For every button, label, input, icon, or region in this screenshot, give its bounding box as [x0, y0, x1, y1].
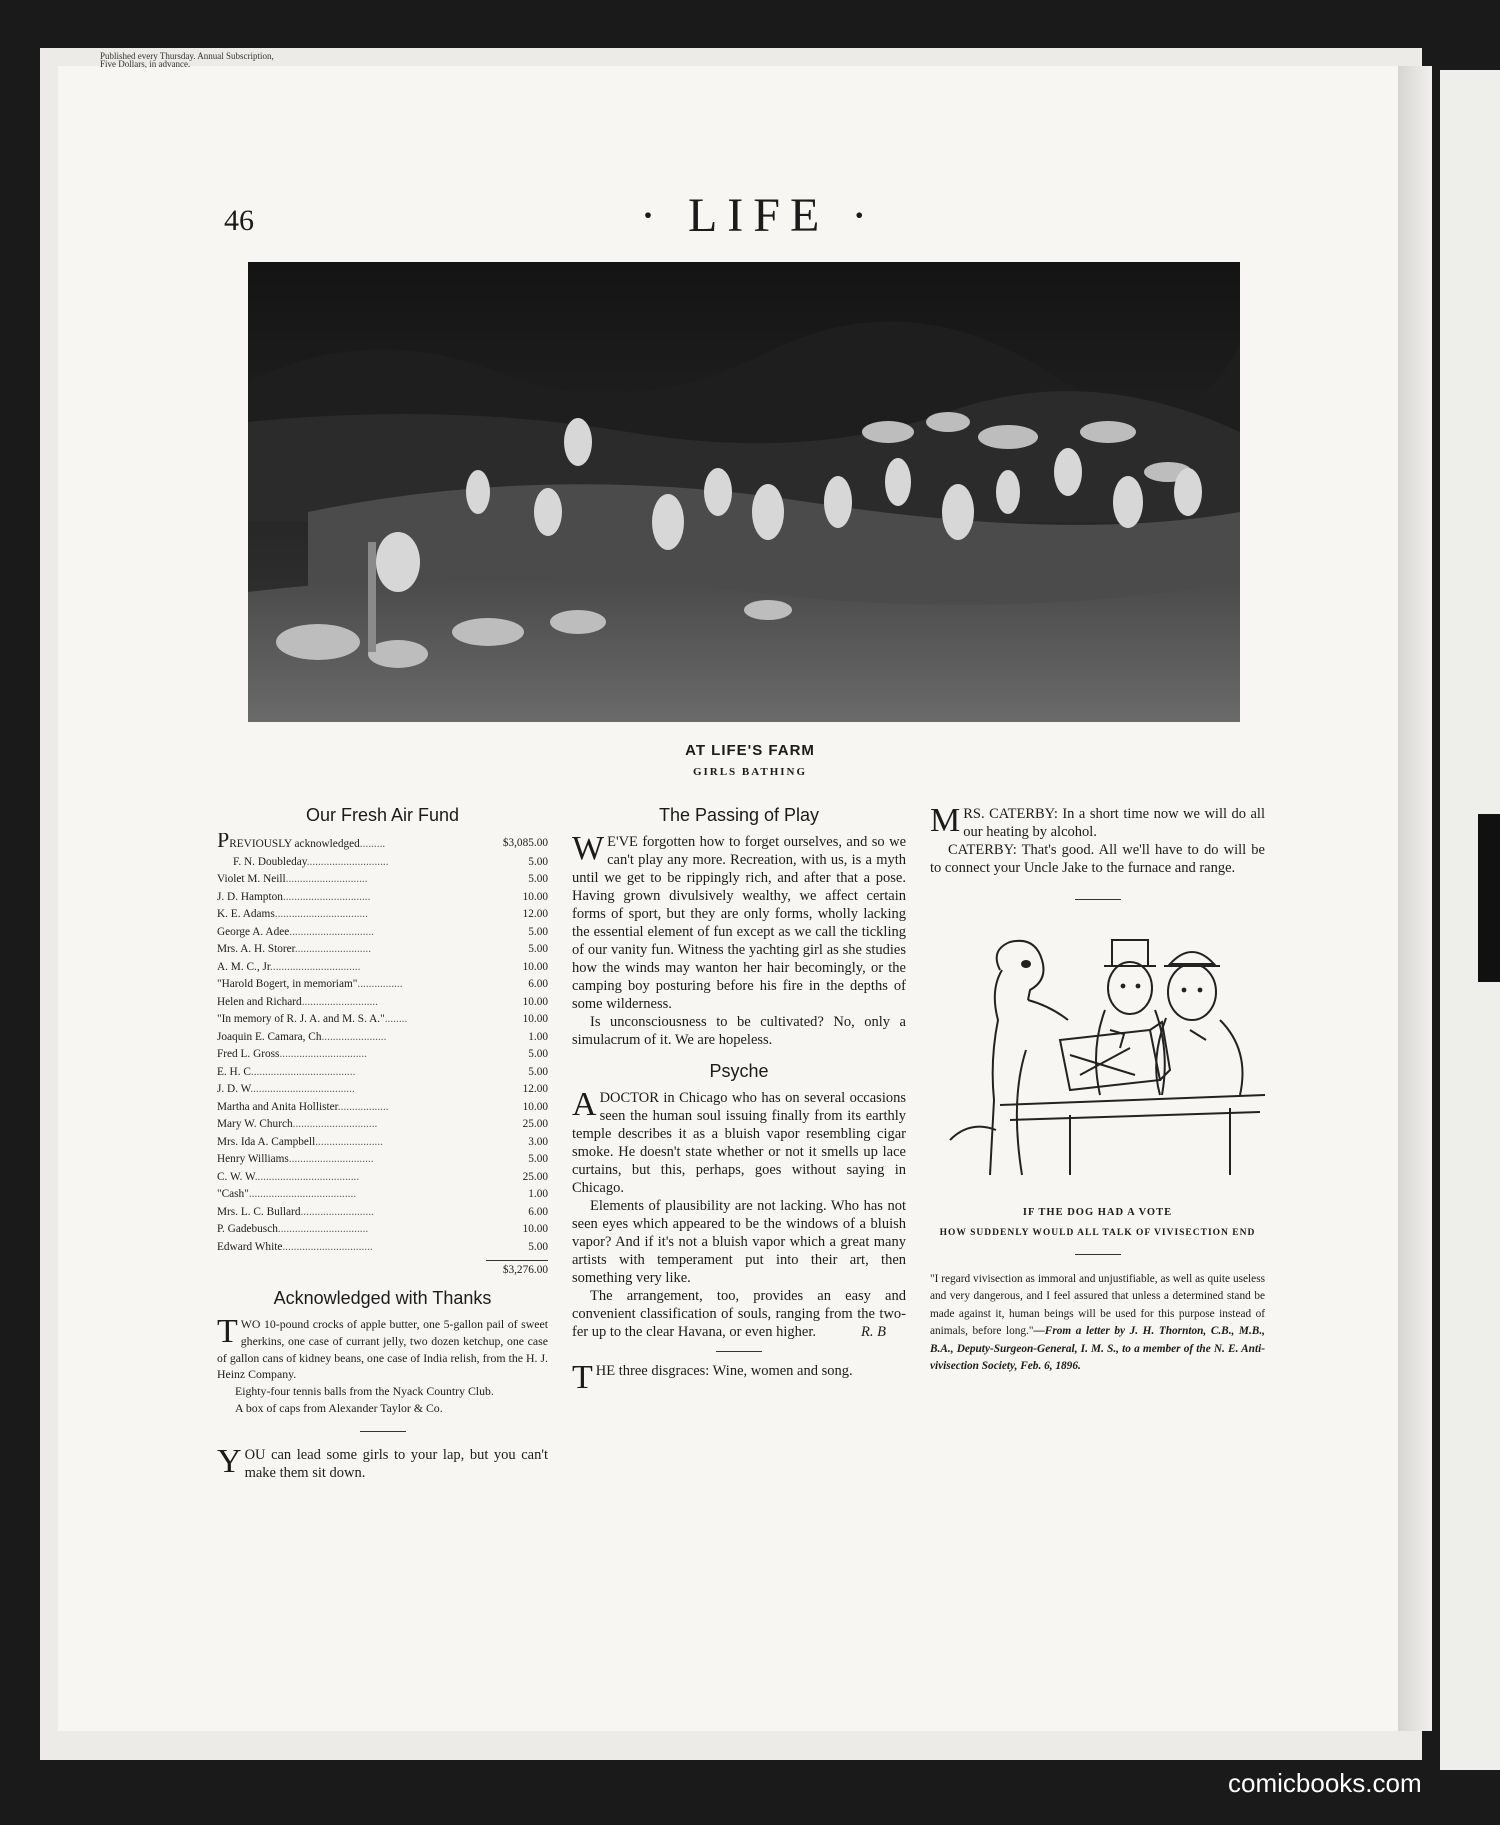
caterby-para-2: CATERBY: That's good. All we'll have to do will be to connect your Uncle Jake to the furnace and range.	[930, 842, 1265, 876]
fund-donor-name: F. N. Doubleday	[233, 855, 307, 868]
vivisection-attribution: —From a letter by J. H. Thornton, C.B., M.B., B.A., Deputy-Surgeon-General, I. M. S., to a member of the N. E. Anti-vivisection Society, Feb. 6, 1896.	[930, 1325, 1265, 1373]
leader-dots: ........................	[315, 1135, 383, 1148]
acknowledged-para-2: Eighty-four tennis balls from the Nyack Country Club.	[235, 1384, 494, 1399]
fund-row	[217, 1151, 548, 1169]
section-rule-mid	[716, 1351, 762, 1352]
fund-donor-name: Fred L. Gross	[217, 1048, 280, 1060]
fund-donor-name: P. Gadebusch	[217, 1223, 278, 1235]
fund-donor-amount: 3.00	[528, 1135, 548, 1148]
leader-dots: .........	[359, 838, 386, 850]
leader-dots: .................................	[274, 908, 368, 920]
leader-dots: .....................................	[250, 1065, 356, 1078]
leader-dots: .......................	[321, 1030, 387, 1043]
leader-dots: ......................................	[248, 1188, 357, 1200]
fund-row	[217, 854, 548, 872]
left-column	[217, 805, 548, 1482]
leader-dots: ..........................	[300, 1205, 374, 1218]
fund-row	[217, 1186, 548, 1204]
fund-row	[217, 924, 548, 942]
leader-dots: ..............................	[292, 1118, 378, 1130]
section-rule-quote	[1075, 1254, 1121, 1255]
leader-dots: .....................................	[254, 1170, 360, 1183]
photo-caption-title: AT LIFE'S FARM	[685, 742, 815, 759]
fund-donor-amount: 10.00	[522, 960, 548, 973]
fund-donor-amount: 5.00	[528, 1153, 548, 1165]
fund-row	[217, 959, 548, 977]
passing-of-play-heading: The Passing of Play	[658, 805, 820, 825]
fund-donor-amount: 6.00	[528, 978, 548, 990]
illustration-subcaption: HOW SUDDENLY WOULD ALL TALK OF VIVISECTION END	[939, 1228, 1256, 1238]
fund-donor-name: "Harold Bogert, in memoriam"	[217, 978, 358, 990]
drop-cap-a: A	[572, 1086, 597, 1123]
page-gutter	[1398, 66, 1432, 1731]
you-can-lead-para	[217, 1442, 548, 1482]
leader-dots: .....................................	[250, 1083, 355, 1095]
fund-drop-initial: P	[217, 833, 230, 852]
fund-donor-amount: 5.00	[528, 925, 548, 938]
fund-row	[217, 994, 548, 1012]
leader-dots: ..............................	[288, 1153, 374, 1165]
fresh-air-fund-heading: Our Fresh Air Fund	[305, 805, 460, 825]
fund-donor-name: Violet M. Neill	[217, 873, 286, 885]
fund-row	[217, 1204, 548, 1222]
fund-row	[217, 1134, 548, 1152]
fund-donor-amount: 5.00	[528, 1065, 548, 1078]
fund-donor-amount: 25.00	[522, 1170, 548, 1183]
leader-dots: ................	[357, 978, 403, 990]
three-disgraces-text: HE three disgraces: Wine, women and song.	[595, 1363, 853, 1379]
fund-donor-name: Joaquin E. Camara, Ch	[217, 1030, 322, 1043]
fund-donor-amount: 10.00	[522, 1013, 548, 1025]
fund-first-amount: $3,085.00	[502, 836, 548, 849]
fund-row	[217, 871, 548, 889]
total-rule	[486, 1260, 548, 1261]
fund-first-name: REVIOUSLY acknowledged	[229, 838, 360, 850]
fund-row	[217, 941, 548, 959]
subscription-strip	[100, 52, 350, 68]
fresh-air-fund-list	[217, 833, 548, 1256]
fund-donor-name: Henry Williams	[217, 1153, 289, 1165]
drop-cap-m: M	[930, 802, 961, 839]
next-page-mark	[1478, 814, 1500, 982]
acknowledged-text-1: WO 10-pound crocks of apple butter, one 5-gallon pail of sweet gherkins, one case of currant jelly, two dozen ketchup, one case of gallon cans of kidney beans, one case of India relish, from the H. J. Heinz Company.	[217, 1317, 548, 1382]
leader-dots: ...............................	[282, 890, 371, 903]
fund-donor-amount: 10.00	[522, 1223, 548, 1235]
fund-donor-amount: 6.00	[528, 1205, 548, 1218]
acknowledged-para-1	[217, 1313, 548, 1383]
masthead: · LIFE ·	[640, 189, 878, 242]
fund-donor-name: E. H. C	[217, 1065, 251, 1078]
psyche-para-1	[572, 1086, 906, 1197]
fund-donor-name: Mrs. Ida A. Campbell	[217, 1135, 316, 1148]
fund-row	[217, 1064, 548, 1082]
three-disgraces-para	[572, 1359, 906, 1396]
passing-para-1	[572, 830, 906, 1013]
drop-cap-t2: T	[572, 1359, 593, 1396]
fund-donor-name: Mrs. A. H. Storer	[217, 943, 295, 955]
caterby-para-1	[930, 802, 1265, 841]
fund-donor-amount: 10.00	[522, 890, 548, 903]
fund-donor-name: J. D. W	[217, 1083, 251, 1095]
girls-bathing-photo	[248, 262, 1240, 722]
fund-donor-amount: 25.00	[522, 1118, 548, 1130]
fund-row	[217, 1169, 548, 1187]
leader-dots: ..............................	[289, 925, 374, 938]
fund-row	[217, 1046, 548, 1064]
acknowledged-heading: Acknowledged with Thanks	[273, 1288, 492, 1308]
fund-donor-name: George A. Adee	[217, 925, 290, 938]
fund-total: $3,276.00	[502, 1264, 548, 1276]
strip-line-1: Published every Thursday. Annual Subscription,	[100, 52, 274, 61]
fund-donor-amount: 5.00	[528, 1048, 548, 1060]
photo-caption-subtitle: GIRLS BATHING	[692, 766, 808, 778]
fund-donor-amount: 5.00	[528, 855, 548, 868]
leader-dots: ...........................	[294, 943, 372, 955]
caterby-text-1: RS. CATERBY: In a short time now we will do all our heating by alcohol.	[963, 806, 1265, 840]
fund-donor-amount: 5.00	[528, 873, 548, 885]
fund-donor-amount: 5.00	[528, 1240, 548, 1253]
leader-dots: ...............................	[279, 1048, 368, 1060]
fund-donor-name: "Cash"	[217, 1188, 249, 1200]
fund-donor-name: Mary W. Church	[217, 1118, 293, 1130]
leader-dots: ................................	[277, 1223, 369, 1235]
fund-donor-name: J. D. Hampton	[217, 890, 283, 903]
illustration-caption: IF THE DOG HAD A VOTE	[1022, 1207, 1173, 1218]
fund-row	[217, 1081, 548, 1099]
fund-donor-name: K. E. Adams	[217, 908, 275, 920]
fund-row	[217, 1029, 548, 1047]
fund-row	[217, 1099, 548, 1117]
drop-cap-y: Y	[217, 1442, 242, 1480]
acknowledged-para-3: A box of caps from Alexander Taylor & Co.	[235, 1400, 443, 1415]
leader-dots: .............................	[306, 855, 389, 868]
psyche-para-3	[572, 1287, 906, 1341]
fund-row	[217, 1116, 548, 1134]
dog-vote-illustration	[930, 930, 1265, 1185]
fund-donor-amount: 12.00	[522, 1083, 548, 1095]
drop-cap-w: W	[572, 830, 605, 867]
leader-dots: ...........................	[301, 995, 378, 1008]
fund-donor-amount: 1.00	[528, 1030, 548, 1043]
fund-donor-name: Edward White	[217, 1240, 283, 1253]
psyche-para-2: Elements of plausibility are not lacking. Who has not seen eyes which appeared to be the windows of a bluish vapor? And if it's not a bluish vapor which a great many artists with temperament put into their art, then something very like.	[572, 1198, 906, 1286]
right-column	[930, 802, 1265, 1375]
you-can-lead-text: OU can lead some girls to your lap, but you can't make them sit down.	[244, 1446, 548, 1481]
strip-line-2: Five Dollars, in advance.	[100, 59, 191, 68]
farm-photo	[248, 262, 1240, 722]
leader-dots: ........	[384, 1013, 408, 1025]
fund-donor-name: Martha and Anita Hollister	[217, 1100, 338, 1113]
vivisection-quote-text: "I regard vivisection as immoral and unjustifiable, as well as quite useless and very dangerous, and I feel assured that unless a determined stand be made against it, human beings will be used for this purpose instead of animals, before long."	[930, 1273, 1265, 1338]
fund-donor-amount: 10.00	[522, 1100, 548, 1113]
drop-cap-t: T	[217, 1313, 238, 1350]
leader-dots: .............................	[285, 873, 368, 885]
psyche-text-3: The arrangement, too, provides an easy and convenient classification of souls, ranging from the two-fer up to the clear Havana, or even higher.	[572, 1288, 906, 1340]
passing-text-1: E'VE forgotten how to forget ourselves, and so we can't play any more. Recreation, with us, is a myth until we get to be rippingly rich, and after that a pose. Having grown divulsively wealthy, we affect certain forms of sport, but they are only forms, wholly lacking the essential element of fun except as we call the tickling of our vanity fun. Witness the yachting girl as she studies how the winds may wanton her hair becomingly, or the camping boy posturing before his fire in the depths of some wilderness.	[572, 834, 906, 1012]
fund-row	[217, 976, 548, 994]
fund-row	[217, 906, 548, 924]
leader-dots: ................................	[282, 1240, 373, 1253]
psyche-heading: Psyche	[709, 1061, 769, 1081]
leader-dots: ................................	[270, 960, 361, 973]
fund-row	[217, 1221, 548, 1239]
fund-donor-name: Mrs. L. C. Bullard	[217, 1205, 301, 1218]
site-watermark[interactable]: comicbooks.com	[1228, 1768, 1422, 1798]
psyche-text-1: DOCTOR in Chicago who has on several occasions seen the human soul issuing finally from its earthly temple describes it as a bluish vapor resembling cigar smoke. He doesn't state whether or not it smells up lace curtains, but this, perhaps, goes without saying in Chicago.	[572, 1090, 906, 1196]
fund-donor-amount: 5.00	[528, 943, 548, 955]
section-rule-right	[1075, 899, 1121, 900]
fund-row	[217, 1239, 548, 1257]
leader-dots: ..................	[337, 1100, 389, 1113]
fund-donor-name: "In memory of R. J. A. and M. S. A."	[217, 1013, 385, 1025]
fund-row	[217, 889, 548, 907]
page-number: 46	[224, 204, 254, 237]
passing-para-2: Is unconsciousness to be cultivated? No, only a simulacrum of it. We are hopeless.	[572, 1014, 906, 1048]
fund-first-row	[217, 833, 548, 854]
fund-donor-name: Helen and Richard	[217, 995, 302, 1008]
vivisection-quote	[930, 1271, 1265, 1375]
section-rule	[360, 1431, 406, 1432]
fund-donor-amount: 10.00	[522, 995, 548, 1008]
fund-donor-amount: 1.00	[528, 1188, 548, 1200]
fund-donor-amount: 12.00	[522, 908, 548, 920]
psyche-signature: R. B	[861, 1324, 886, 1340]
fund-row	[217, 1011, 548, 1029]
fund-donor-name: A. M. C., Jr	[217, 960, 271, 973]
middle-column	[572, 805, 906, 1396]
fund-donor-name: C. W. W	[217, 1170, 255, 1183]
